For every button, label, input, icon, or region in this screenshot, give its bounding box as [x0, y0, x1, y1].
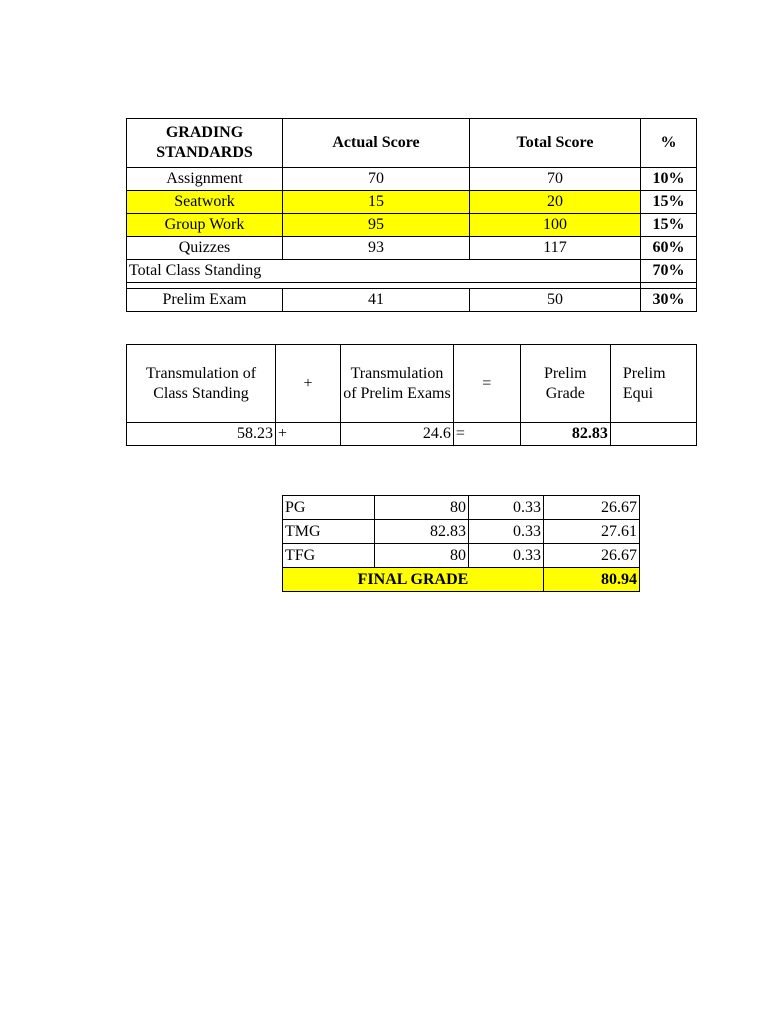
header-total-score: Total Score	[470, 119, 641, 168]
term-result-cell[interactable]: 26.67	[544, 496, 640, 520]
term-label-cell[interactable]: TMG	[283, 520, 375, 544]
prelim-grade-value[interactable]: 82.83	[520, 423, 610, 446]
actual-score-cell[interactable]: 70	[283, 168, 470, 191]
plus-cell[interactable]: +	[275, 423, 340, 446]
prelim-equivalent-value[interactable]	[610, 423, 696, 446]
header-prelim-equivalent: Prelim Equi	[610, 345, 696, 423]
equals-cell[interactable]: =	[453, 423, 520, 446]
term-weight-cell[interactable]: 0.33	[469, 520, 544, 544]
standard-cell[interactable]: Seatwork	[127, 191, 283, 214]
header-class-standing: Transmulation of Class Standing	[127, 345, 276, 423]
table-row	[127, 168, 697, 191]
term-grade-cell[interactable]: 82.83	[375, 520, 469, 544]
percent-cell[interactable]: 30%	[641, 289, 697, 312]
prelim-exams-value[interactable]: 24.6	[341, 423, 454, 446]
total-score-cell[interactable]: 50	[470, 289, 641, 312]
percent-cell[interactable]: 15%	[641, 214, 697, 237]
header-prelim-exams: Transmulation of Prelim Exams	[341, 345, 454, 423]
actual-score-cell[interactable]: 93	[283, 237, 470, 260]
total-score-cell[interactable]: 20	[470, 191, 641, 214]
table-row	[283, 544, 640, 568]
final-grade-value[interactable]: 80.94	[544, 568, 640, 592]
header-plus: +	[275, 345, 340, 423]
transmulation-value-row	[127, 423, 697, 446]
term-label-cell[interactable]: TFG	[283, 544, 375, 568]
final-grade-row	[283, 568, 640, 592]
total-class-standing-row	[127, 260, 697, 283]
standard-cell[interactable]: Quizzes	[127, 237, 283, 260]
percent-cell[interactable]: 15%	[641, 191, 697, 214]
total-score-cell[interactable]: 100	[470, 214, 641, 237]
transmulation-header-row	[127, 345, 697, 423]
term-label-cell[interactable]: PG	[283, 496, 375, 520]
header-percent: %	[641, 119, 697, 168]
term-result-cell[interactable]: 27.61	[544, 520, 640, 544]
actual-score-cell[interactable]: 41	[283, 289, 470, 312]
final-grade-label[interactable]: FINAL GRADE	[283, 568, 544, 592]
table-row	[127, 237, 697, 260]
final-grade-table	[282, 495, 640, 592]
header-equals: =	[453, 345, 520, 423]
actual-score-cell[interactable]: 95	[283, 214, 470, 237]
term-grade-cell[interactable]: 80	[375, 496, 469, 520]
total-class-standing-label[interactable]: Total Class Standing	[127, 260, 641, 283]
header-grading-standards: GRADING STANDARDS	[127, 119, 283, 168]
table-row	[283, 520, 640, 544]
class-standing-value[interactable]: 58.23	[127, 423, 276, 446]
prelim-exam-row	[127, 289, 697, 312]
grading-standards-table	[126, 118, 697, 312]
percent-cell[interactable]: 60%	[641, 237, 697, 260]
term-weight-cell[interactable]: 0.33	[469, 496, 544, 520]
percent-cell[interactable]: 10%	[641, 168, 697, 191]
term-grade-cell[interactable]: 80	[375, 544, 469, 568]
standard-cell[interactable]: Assignment	[127, 168, 283, 191]
total-score-cell[interactable]: 117	[470, 237, 641, 260]
term-weight-cell[interactable]: 0.33	[469, 544, 544, 568]
table-row	[283, 496, 640, 520]
grading-header-row	[127, 119, 697, 168]
total-class-standing-percent[interactable]: 70%	[641, 260, 697, 283]
term-result-cell[interactable]: 26.67	[544, 544, 640, 568]
total-score-cell[interactable]: 70	[470, 168, 641, 191]
table-row	[127, 191, 697, 214]
transmulation-table	[126, 344, 697, 446]
actual-score-cell[interactable]: 15	[283, 191, 470, 214]
standard-cell[interactable]: Prelim Exam	[127, 289, 283, 312]
header-actual-score: Actual Score	[283, 119, 470, 168]
table-row	[127, 214, 697, 237]
header-prelim-grade: Prelim Grade	[520, 345, 610, 423]
standard-cell[interactable]: Group Work	[127, 214, 283, 237]
